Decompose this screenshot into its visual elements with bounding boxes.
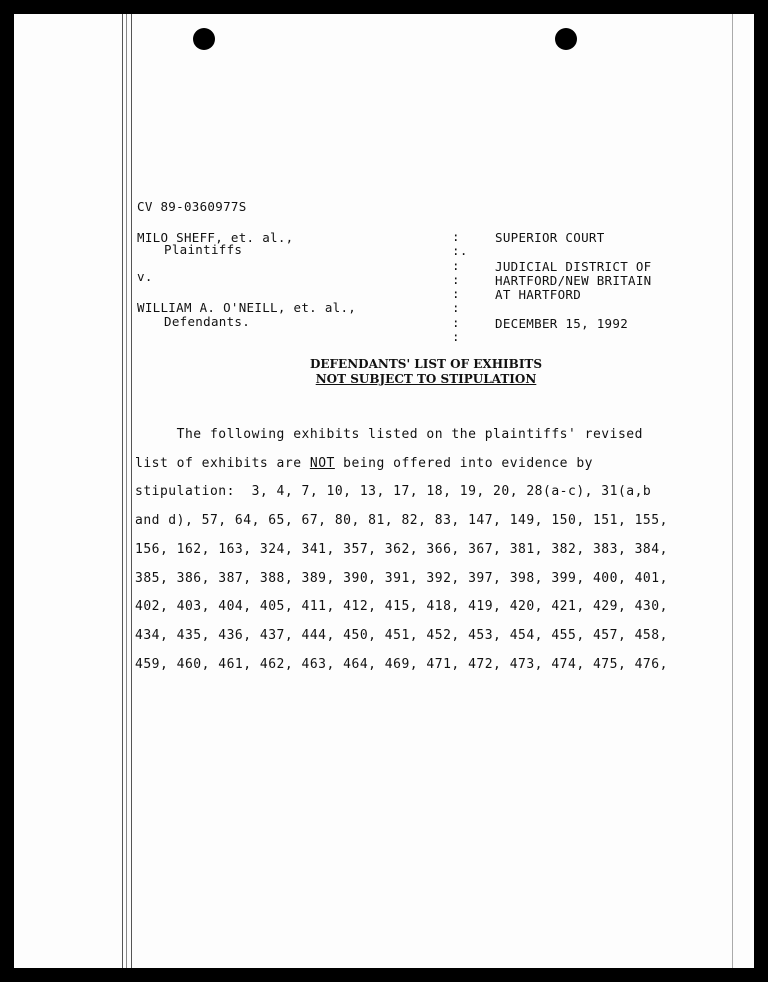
body-line: The following exhibits listed on the plaintiffs' revised: [135, 427, 643, 442]
body-line: stipulation: 3, 4, 7, 10, 13, 17, 18, 19, 20, 28(a-c), 31(a,b: [135, 484, 652, 500]
margin-line: [131, 14, 132, 968]
document-title-line-1: DEFENDANTS' LIST OF EXHIBITS: [309, 357, 543, 371]
defendant-name: WILLIAM A. O'NEILL, et. al.,: [137, 300, 357, 315]
case-number: CV 89-0360977S: [137, 199, 247, 214]
punch-hole-left: [193, 28, 215, 50]
district-line-3: AT HARTFORD: [495, 287, 582, 302]
body-line: 459, 460, 461, 462, 463, 464, 469, 471, 472, 473, 474, 475, 476,: [135, 656, 668, 672]
defendant-role: Defendants.: [164, 314, 251, 329]
margin-line: [126, 14, 127, 968]
versus: v.: [137, 269, 153, 284]
body-line: 434, 435, 436, 437, 444, 450, 451, 452, 453, 454, 455, 457, 458,: [135, 627, 668, 643]
plaintiff-role: Plaintiffs: [164, 242, 243, 257]
body-line: list of exhibits are NOT being offered into evidence by: [135, 455, 593, 471]
body-line: and d), 57, 64, 65, 67, 80, 81, 82, 83, 147, 149, 150, 151, 155,: [135, 513, 668, 529]
document-title-line-2: NOT SUBJECT TO STIPULATION: [315, 372, 537, 386]
district-line-2: HARTFORD/NEW BRITAIN: [495, 273, 652, 288]
margin-line: [122, 14, 123, 968]
document-date: DECEMBER 15, 1992: [495, 316, 629, 331]
right-margin-line: [732, 14, 733, 968]
plaintiff-name: MILO SHEFF, et. al.,: [137, 230, 294, 245]
district-line-1: JUDICIAL DISTRICT OF: [495, 259, 652, 274]
caption-colons: : :. : : : : : :: [452, 229, 468, 345]
document-page: [14, 14, 754, 968]
punch-hole-right: [555, 28, 577, 50]
body-paragraph: [135, 421, 725, 679]
body-line: 402, 403, 404, 405, 411, 412, 415, 418, 419, 420, 421, 429, 430,: [135, 599, 668, 615]
emphasis-not: NOT: [309, 455, 335, 471]
body-line: 385, 386, 387, 388, 389, 390, 391, 392, 397, 398, 399, 400, 401,: [135, 570, 668, 586]
court-name: SUPERIOR COURT: [495, 230, 605, 245]
body-line: 156, 162, 163, 324, 341, 357, 362, 366, 367, 381, 382, 383, 384,: [135, 541, 668, 557]
